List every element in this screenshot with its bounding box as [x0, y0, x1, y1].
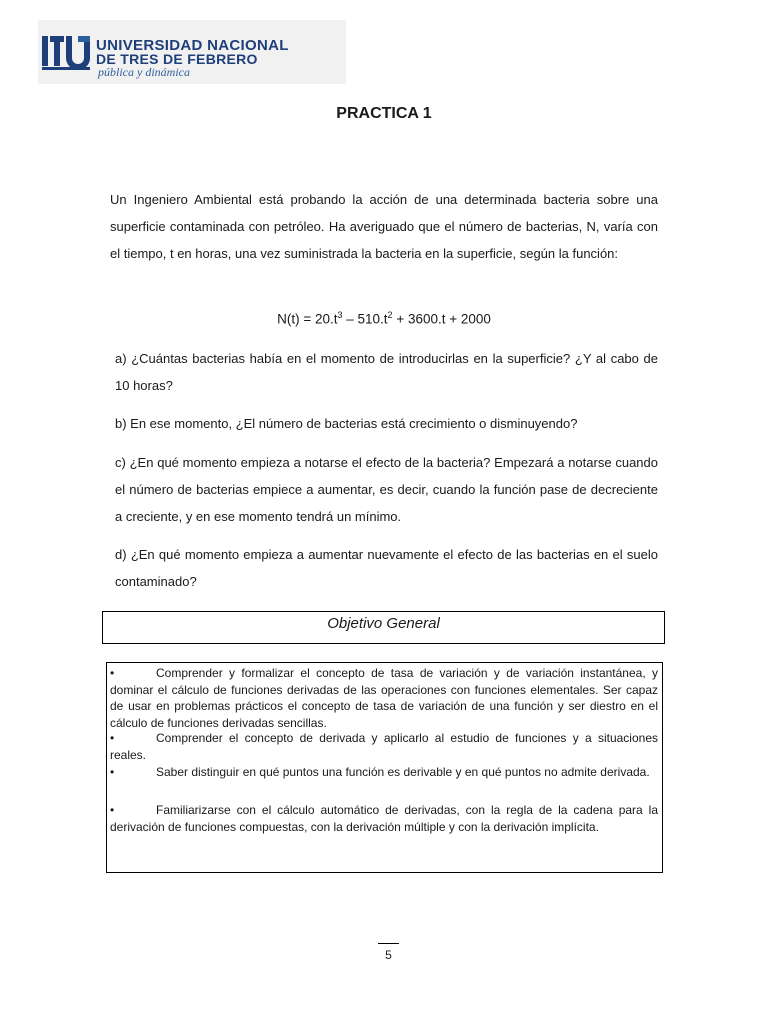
university-tagline: pública y dinámica — [98, 65, 190, 79]
question-d: d) ¿En qué momento empieza a aumentar nuevamente el efecto de las bacterias en el suelo contaminado? — [115, 547, 658, 589]
question-a: a) ¿Cuántas bacterias había en el momento de introducirlas en la superficie? ¿Y al cabo de 10 horas? — [115, 351, 658, 393]
untref-logo-mark — [40, 32, 92, 72]
bullet-icon: • — [110, 666, 115, 680]
objective-item-text: Saber distinguir en qué puntos una función es derivable y en qué puntos no admite derivada. — [156, 765, 650, 779]
objective-item-text: Familiarizarse con el cálculo automático de derivadas, con la regla de la cadena para la derivación de funciones compuestas, con la derivación múltiple y con la derivación implícita. — [110, 803, 658, 834]
objective-item-text: Comprender el concepto de derivada y aplicarlo al estudio de funciones y a situaciones reales. — [110, 731, 658, 762]
formula-part3: + 3600.t + 2000 — [392, 311, 491, 327]
objective-item — [110, 665, 658, 731]
question-c: c) ¿En qué momento empieza a notarse el efecto de la bacteria? Empezará a notarse cuando el número de bacterias empiece a aumentar, es decir, cuando la función pase de decreciente a creciente, y en ese momento tendrá un mínimo. — [115, 455, 658, 524]
page-title: PRACTICA 1 — [336, 105, 432, 122]
page-number-rule — [378, 943, 399, 944]
objective-heading: Objetivo General — [327, 615, 440, 632]
objective-item — [110, 802, 658, 835]
university-name-line2: DE TRES DE FEBRERO — [96, 51, 258, 67]
bullet-icon: • — [110, 765, 115, 779]
formula-exp2: 2 — [387, 310, 393, 320]
objective-item — [110, 730, 658, 763]
formula — [0, 310, 768, 327]
university-name-line1: UNIVERSIDAD NACIONAL — [96, 37, 289, 54]
question-b: b) En ese momento, ¿El número de bacterias está crecimiento o disminuyendo? — [115, 416, 578, 431]
objective-item — [110, 764, 658, 781]
intro-paragraph: Un Ingeniero Ambiental está probando la acción de una determinada bacteria sobre una superficie contaminada con petróleo. Ha averiguado que el número de bacterias, N, varía con el tiempo, t en horas, una vez suministrada la bacteria en la superficie, según la función: — [110, 192, 658, 261]
formula-part2: – 510.t — [342, 311, 388, 327]
formula-exp1: 3 — [337, 310, 343, 320]
bullet-icon: • — [110, 803, 115, 817]
page-number: 5 — [385, 948, 392, 962]
objective-item-text: Comprender y formalizar el concepto de tasa de variación y de variación instantánea, y dominar el cálculo de funciones derivadas de las operaciones con funciones elementales. Ser capaz de usar en problemas prácticos el concepto de tasa de variación de una función y ser diestro en el cálculo de funciones derivadas sencillas. — [110, 666, 658, 730]
bullet-icon: • — [110, 731, 115, 745]
formula-part1: N(t) = 20.t — [277, 311, 338, 327]
